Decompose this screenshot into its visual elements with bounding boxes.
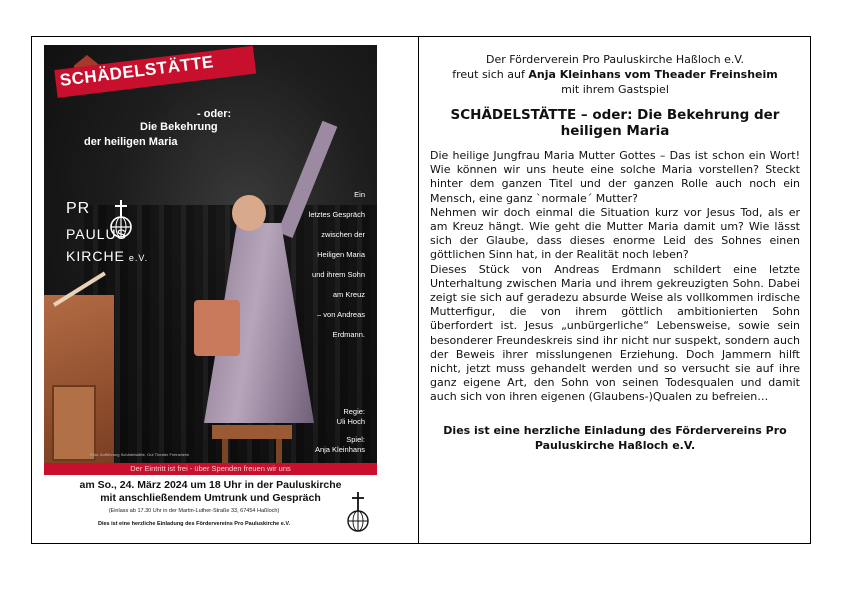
logo-ev: e.V. — [128, 253, 149, 263]
play-title-line-2: heiligen Maria — [560, 123, 670, 139]
logo-line-3-text: KIRCHE — [66, 248, 125, 264]
logo-line-1: PR — [66, 200, 91, 217]
description-line: Heiligen Maria — [317, 250, 365, 259]
logo-line-2: PAULUS — [66, 226, 127, 242]
poster-subtitle-2: der heiligen Maria — [84, 136, 178, 148]
poster — [44, 45, 377, 535]
intro — [430, 52, 800, 97]
play-title-line-1: SCHÄDELSTÄTTE – oder: Die Bekehrung der — [450, 107, 780, 123]
bag-graphic — [194, 300, 240, 356]
regie-label: Regie: — [343, 407, 365, 416]
description-line: Ein — [354, 190, 365, 199]
description-line: – von Andreas — [317, 310, 365, 319]
description-line: letztes Gespräch — [308, 210, 365, 219]
cross-globe-small-icon — [346, 491, 370, 533]
einlass-note: (Einlass ab 17.30 Uhr in der Martin-Luther-Straße 33, 67454 Haßloch) — [108, 508, 280, 514]
poster-photo — [44, 45, 377, 463]
poster-credits — [315, 407, 365, 455]
admission-strip: Der Eintritt ist frei - über Spenden freuen wir uns — [44, 463, 377, 475]
poster-subtitle-1: Die Bekehrung — [140, 121, 218, 133]
stool-legs-graphic — [222, 439, 282, 463]
intro-line-1: Der Förderverein Pro Pauluskirche Haßloch e.V. — [485, 53, 745, 66]
regie-name: Uli Hoch — [336, 417, 365, 426]
body-text — [430, 149, 800, 405]
text-page — [430, 52, 800, 453]
description-line: Erdmann. — [332, 330, 365, 339]
intro-line-3: mit ihrem Gastspiel — [561, 83, 669, 96]
description-line: zwischen der — [321, 230, 365, 239]
logo-line-3 — [66, 248, 148, 264]
body-paragraph: Nehmen wir doch einmal die Situation kurz vor Jesus Tod, als er am Kreuz hängt. Wie geht die Mutter Maria damit um? Wie lässt sich der Glaube, dass dieses enorme Leid des Sohnes einen göttlichen Sinn hat, in der Realität noch leben? — [430, 205, 800, 262]
description-line: am Kreuz — [332, 290, 365, 299]
poster-invitation: Dies ist eine herzliche Einladung des Fördervereins Pro Pauluskirche e.V. — [97, 521, 291, 527]
event-date — [44, 479, 377, 505]
actress-head-graphic — [232, 195, 266, 231]
closing-line-2: Pauluskirche Haßloch e.V. — [534, 438, 696, 452]
cross-globe-icon — [108, 199, 134, 239]
intro-line-2 — [430, 67, 800, 82]
event-date-line-1: am So., 24. März 2024 um 18 Uhr in der Pauluskirche — [79, 479, 342, 491]
intro-line-2-pre: freut sich auf — [452, 68, 529, 81]
event-date-line-2: mit anschließendem Umtrunk und Gespräch — [100, 492, 321, 504]
closing-line-1: Dies ist eine herzliche Einladung des Fördervereins Pro — [443, 423, 787, 437]
spiel-name: Anja Kleinhans — [314, 445, 365, 454]
play-title — [430, 107, 800, 139]
description-line: und ihrem Sohn — [312, 270, 365, 279]
center-divider — [418, 36, 419, 544]
poster-oder: - oder: — [197, 108, 232, 120]
photo-credit: Foto: Aufführung Schädelstätte, Gut Theater Freinsheim — [90, 452, 190, 457]
intro-line-2-bold: Anja Kleinhans vom Theader Freinsheim — [528, 68, 778, 81]
body-paragraph: Dieses Stück von Andreas Erdmann schildert eine letzte Unterhaltung zwischen Maria und ihrem gekreuzigten Sohn. Dabei zeigt sie sich auf geradezu absurde Weise als vollkommen irdische Mutterfigur, die von ihrem göttlich ambitionierten Sohn überfordert ist. Jesus „unbürgerliche“ Lebensweise, sowie sein besonderer Freundeskreis sind ihr nicht nur suspekt, sondern auch der Beweis ihrer misslungenen Erziehung. Doch Jammern hilft nicht, jetzt muss gehandelt werden und so versucht sie auf ihre ganz eigene Art, den Sohn von seinen Todesqualen und damit auch sich von ihren eigenen (Glaubens-)Qualen zu befreien… — [430, 262, 800, 404]
body-paragraph: Die heilige Jungfrau Maria Mutter Gottes – Das ist schon ein Wort! Wie können wir uns heute eine solche Maria vorstellen? Steckt hinter dem ganzen Titel und der ganzen Rolle auch noch ein Mensch, eine ganz `normale´ Mutter? — [430, 149, 800, 205]
poster-description — [309, 185, 365, 345]
stool-graphic — [212, 425, 292, 439]
poster-title: SCHÄDELSTÄTTE — [58, 52, 215, 90]
spiel-label: Spiel: — [346, 435, 365, 444]
door-graphic — [52, 385, 96, 461]
closing-invitation — [430, 423, 800, 453]
